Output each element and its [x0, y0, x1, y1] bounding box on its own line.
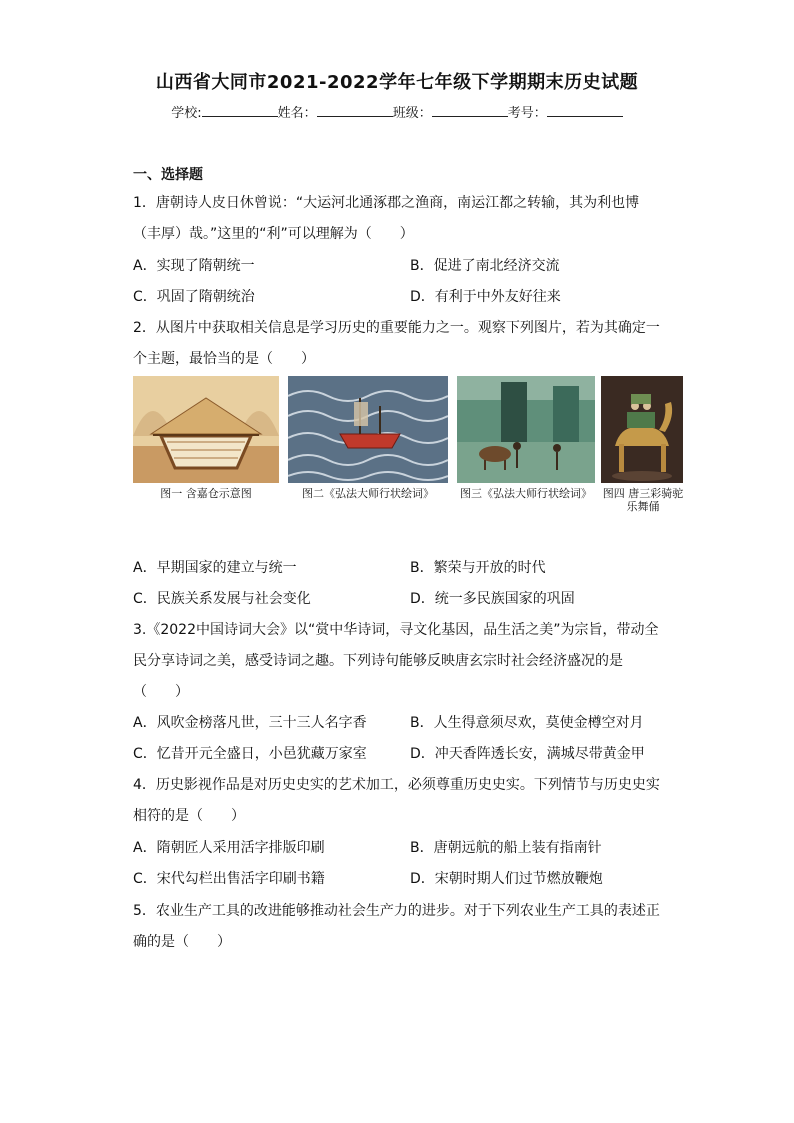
q1-option-b[interactable]: B．促进了南北经济交流 — [410, 258, 560, 274]
q3-stem-line1: 3.《2022中国诗词大会》以“赏中华诗词，寻文化基因，品生活之美”为宗旨，带动全 — [133, 622, 659, 638]
name-blank[interactable] — [317, 116, 393, 117]
figure-3-caption: 图三《弘法大师行状绘词》 — [460, 487, 592, 500]
figure-tricolor-camel — [601, 376, 683, 483]
q4-option-a[interactable]: A．隋朝匠人采用活字排版印刷 — [133, 840, 325, 856]
name-label: 姓名： — [277, 106, 317, 121]
school-blank[interactable] — [202, 116, 278, 117]
q2-option-b[interactable]: B．繁荣与开放的时代 — [410, 560, 546, 576]
q2-stem-line1: 2．从图片中获取相关信息是学习历史的重要能力之一。观察下列图片，若为其确定一 — [133, 320, 660, 336]
q5-stem-line2: 确的是（ ） — [133, 934, 231, 950]
q3-option-d[interactable]: D．冲天香阵透长安，满城尽带黄金甲 — [410, 746, 645, 762]
figure-granary-diagram — [133, 376, 279, 483]
q2-option-d[interactable]: D．统一多民族国家的巩固 — [410, 591, 575, 607]
number-blank[interactable] — [547, 116, 623, 117]
figure-4-caption-line2: 乐舞俑 — [626, 500, 660, 513]
number-label: 考号： — [507, 106, 547, 121]
section-heading: 一、选择题 — [133, 167, 203, 183]
q1-stem-line2: （丰厚）哉。”这里的“利”可以理解为（ ） — [133, 226, 414, 242]
q2-option-a[interactable]: A．早期国家的建立与统一 — [133, 560, 297, 576]
q3-stem-line3: （ ） — [133, 684, 189, 700]
q2-stem-line2: 个主题，最恰当的是（ ） — [133, 351, 315, 367]
q2-option-c[interactable]: C．民族关系发展与社会变化 — [133, 591, 311, 607]
q4-option-c[interactable]: C．宋代勾栏出售活字印刷书籍 — [133, 871, 325, 887]
q1-option-d[interactable]: D．有利于中外友好往来 — [410, 289, 561, 305]
student-info-row — [0, 102, 794, 121]
page-title: 山西省大同市2021-2022学年七年级下学期期末历史试题 — [155, 72, 639, 93]
figure-4-caption-line1: 图四 唐三彩骑驼 — [602, 487, 684, 500]
class-label: 班级： — [392, 106, 432, 121]
q3-option-b[interactable]: B．人生得意须尽欢，莫使金樽空对月 — [410, 715, 644, 731]
figure-1-caption: 图一 含嘉仓示意图 — [160, 487, 252, 500]
q1-option-c[interactable]: C．巩固了隋朝统治 — [133, 289, 255, 305]
figure-2-caption: 图二《弘法大师行状绘词》 — [302, 487, 434, 500]
q4-option-d[interactable]: D．宋朝时期人们过节燃放鞭炮 — [410, 871, 603, 887]
class-blank[interactable] — [432, 116, 508, 117]
school-label: 学校: — [171, 106, 202, 121]
q5-stem-line1: 5．农业生产工具的改进能够推动社会生产力的进步。对于下列农业生产工具的表述正 — [133, 903, 660, 919]
q4-stem-line2: 相符的是（ ） — [133, 808, 245, 824]
q3-option-a[interactable]: A．风吹金榜落凡世，三十三人名字香 — [133, 715, 367, 731]
q1-option-a[interactable]: A．实现了隋朝统一 — [133, 258, 255, 274]
q3-option-c[interactable]: C．忆昔开元全盛日，小邑犹藏万家室 — [133, 746, 367, 762]
q4-option-b[interactable]: B．唐朝远航的船上装有指南针 — [410, 840, 602, 856]
q1-stem-line1: 1．唐朝诗人皮日休曾说：“大运河北通涿郡之渔商，南运江都之转输，其为利也博 — [133, 195, 640, 211]
figure-mural-painting — [457, 376, 595, 483]
figure-4-caption — [598, 487, 688, 513]
figure-ship-painting — [288, 376, 448, 483]
q3-stem-line2: 民分享诗词之美，感受诗词之趣。下列诗句能够反映唐玄宗时社会经济盛况的是 — [133, 653, 623, 669]
q4-stem-line1: 4．历史影视作品是对历史史实的艺术加工，必须尊重历史史实。下列情节与历史史实 — [133, 777, 660, 793]
